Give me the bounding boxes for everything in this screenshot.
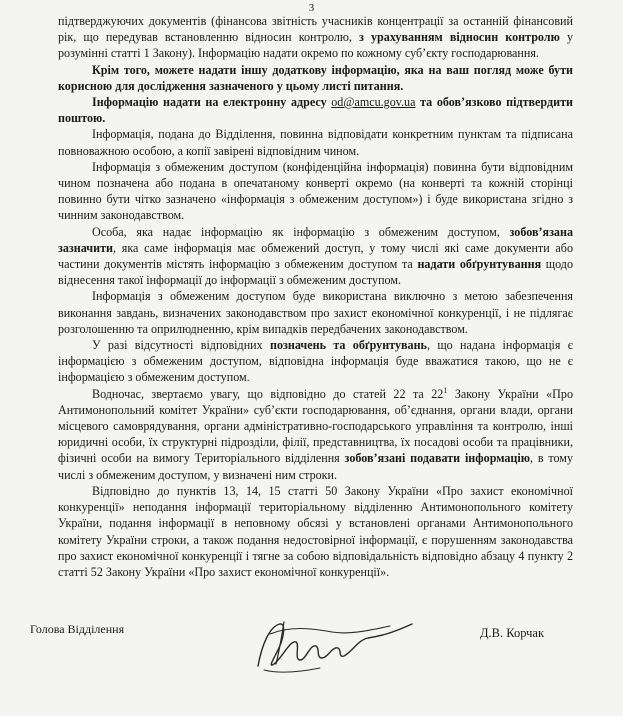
signature-block xyxy=(0,604,623,704)
page-number: 3 xyxy=(308,2,315,14)
letter-body xyxy=(58,13,573,580)
signatory-position: Голова Відділення xyxy=(30,622,125,636)
paragraph-email: Інформацію надати на електронну адресу od@amcu.gov.ua та обов’язково підтвердити поштою. xyxy=(58,95,573,126)
paragraph-documents: підтверджуючих документів (фінансова звітність учасників концентрації за останній фінансовий рік, що передував встановленню відносин контролю, з урахуванням відносин контролю у розумінні статті 1 Закону). Інформацію надати окремо по кожному суб’єкту господарювання. xyxy=(58,14,573,61)
paragraph-signature-requirement: Інформація, подана до Відділення, повинна відповідати конкретним пунктам та підписана повноважною особою, а копії завірені відповідним чином. xyxy=(58,127,573,158)
paragraph-liability: Відповідно до пунктів 13, 14, 15 статті 50 Закону України «Про захист економічної конкуренції» неподання інформації територіальному відділенню Антимонопольного комітету України, подання інформації в неповному обсязі у встановлені органами Антимонопольного комітету України строки, а також подання недостовірної інформації, є порушенням законодавства про захист економічної конкуренції і тягне за собою відповідальність відповідно абзацу 4 пункту 2 статті 52 Закону України «Про захист економічної конкуренції». xyxy=(58,483,573,579)
paragraph-obligation: Водночас, звертаємо увагу, що відповідно до статей 22 та $22^1$ Закону України «Про Антимонопольний комітет України» суб’єкти господарювання, об’єднання, органи влади, органи місцевого самоврядування, органи адміністративно-господарського управління та контролю, інші юридичні особи, їх структурні підрозділи, філії, представництва, їх посадові особи та працівники, фізичні особи на вимогу Територіального відділення зобов’язані подавати інформацію, в тому числі з обмеженим доступом, у визначені ним строки. xyxy=(58,385,573,482)
handwritten-signature xyxy=(240,604,430,684)
paragraph-restricted-marking: Особа, яка надає інформацію як інформацію з обмеженим доступом, зобов’язана зазначити, яка саме інформація має обмежений доступ, у тому числі які саме документи або частини документів містять інформацію з обмеженим доступом та надати обґрунтування щодо віднесення такої інформації до інформації з обмеженим доступом. xyxy=(58,224,573,288)
signatory-name: Д.В. Корчак xyxy=(480,626,545,640)
paragraph-confidential: Інформація з обмеженим доступом (конфіденційна інформація) повинна бути відповідним чином позначена або подана в опечатаному конверті окремо (на конверті та кожній сторінці повинно бути чітко зазначено «інформація з обмеженим доступом») і буде використана згідно з чинним законодавством. xyxy=(58,159,573,223)
paragraph-no-marking: У разі відсутності відповідних позначень та обґрунтувань, що надана інформація є інформацією з обмеженим доступом, відповідна інформація буде вважатися такою, що не є інформацією з обмеженим доступом. xyxy=(58,338,573,385)
email-link[interactable]: od@amcu.gov.ua xyxy=(331,95,416,110)
paragraph-restricted-usage: Інформація з обмеженим доступом буде використана виключно з метою забезпечення виконання завдань, визначених законодавством про захист економічної конкуренції, і не підлягає розголошенню та оприлюдненню, крім випадків передбачених законодавством. xyxy=(58,289,573,336)
paragraph-additional-info: Крім того, можете надати іншу додаткову інформацію, яка на ваш погляд може бути корисною для дослідження зазначеного у цьому листі питання. xyxy=(58,62,573,93)
